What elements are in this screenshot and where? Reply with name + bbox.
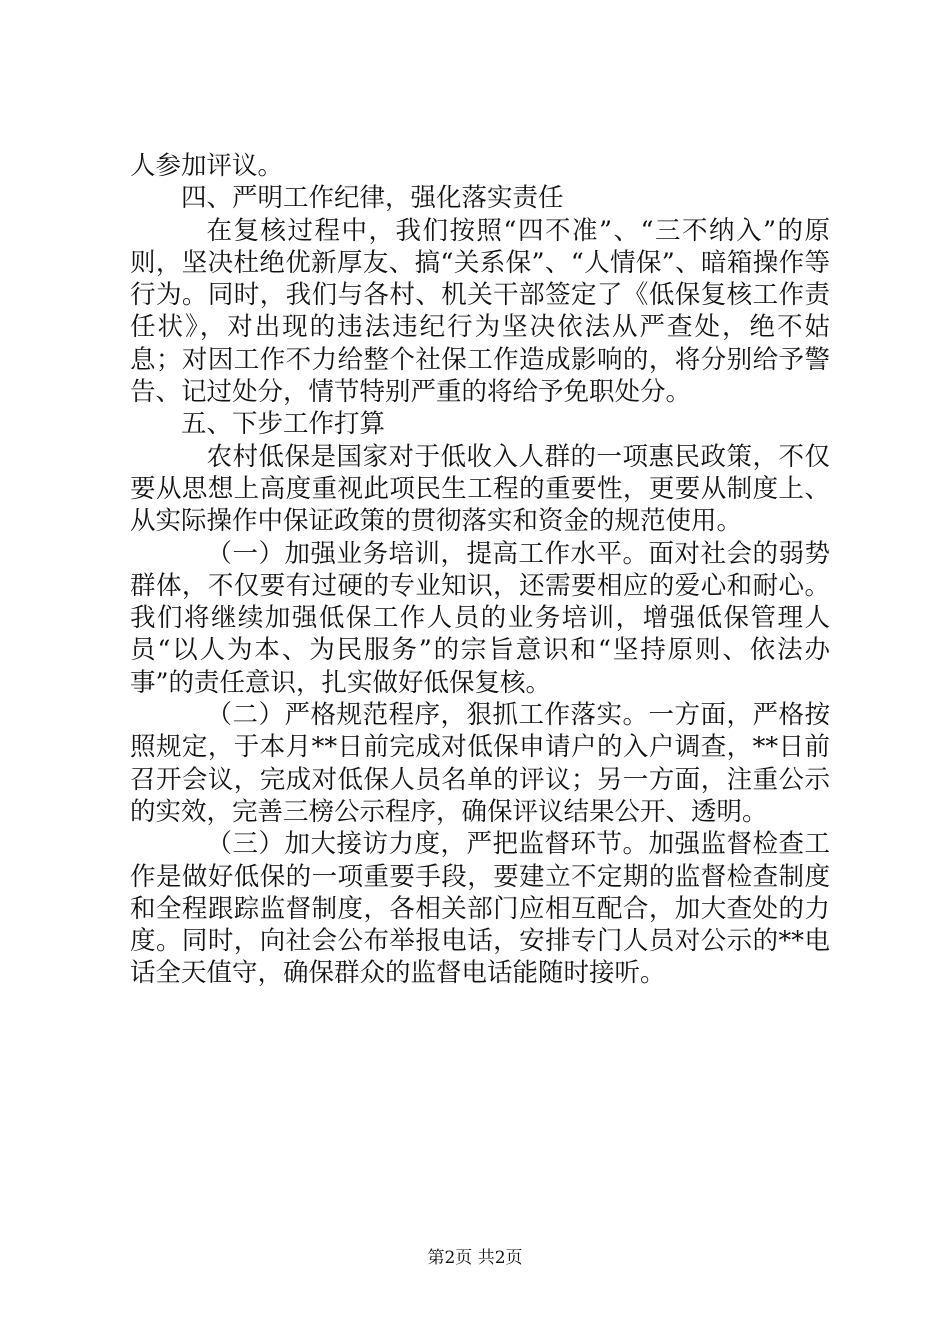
paragraph-continuation: 人参加评议。	[130, 151, 284, 181]
section-heading-5: 五、下步工作打算	[181, 409, 386, 440]
paragraph-plan-item-2: （二）严格规范程序，狠抓工作落实。一方面，严格按照规定，于本月**日前完成对低保申请户的入户调查，**日前召开会议，完成对低保人员名单的评议；另一方面，注重公示的实效，完善三榜公示程序，确保评议结果公开、透明。	[130, 700, 830, 827]
page-footer: 第2页 共2页	[427, 1248, 523, 1268]
paragraph-plan-item-3: （三）加大接访力度，严把监督环节。加强监督检查工作是做好低保的一项重要手段，要建立不定期的监督检查制度和全程跟踪监督制度，各相关部门应相互配合，加大查处的力度。同时，向社会公布举报电话，安排专门人员对公示的**电话全天值守，确保群众的监督电话能随时接听。	[130, 829, 830, 989]
document-body	[130, 150, 830, 990]
section-heading-4: 四、严明工作纪律，强化落实责任	[181, 183, 564, 214]
paragraph-plan-item-1: （一）加强业务培训，提高工作水平。面对社会的弱势群体，不仅要有过硬的专业知识，还需要相应的爱心和耐心。我们将继续加强低保工作人员的业务培训，增强低保管理人员“以人为本、为民服务”的宗旨意识和“坚持原则、依法办事”的责任意识，扎实做好低保复核。	[130, 538, 830, 698]
paragraph-discipline: 在复核过程中，我们按照“四不准”、“三不纳入”的原则，坚决杜绝优新厚友、搞“关系保”、“人情保”、暗箱操作等行为。同时，我们与各村、机关干部签定了《低保复核工作责任状》，对出现的违法违纪行为坚决依法从严查处，绝不姑息；对因工作不力给整个社保工作造成影响的，将分别给予警告、记过处分，情节特别严重的将给予免职处分。	[130, 215, 830, 408]
paragraph-plan-intro: 农村低保是国家对于低收入人群的一项惠民政策，不仅要从思想上高度重视此项民生工程的重要性，更要从制度上、从实际操作中保证政策的贯彻落实和资金的规范使用。	[130, 441, 830, 537]
